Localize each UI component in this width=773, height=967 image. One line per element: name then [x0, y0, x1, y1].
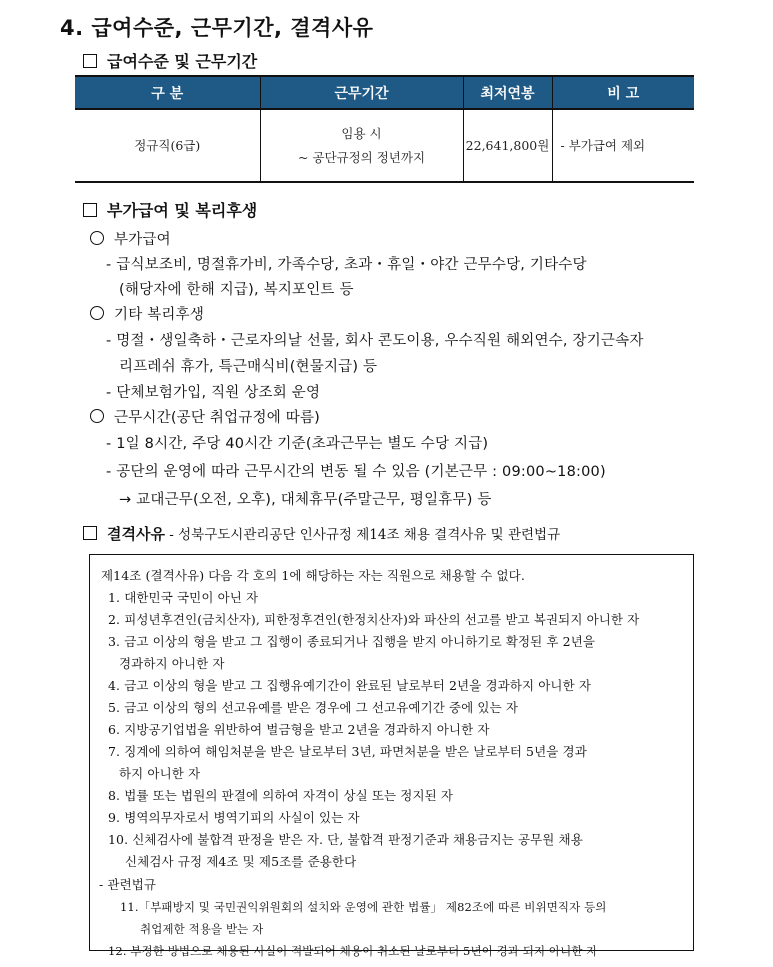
disq-item: 4. 금고 이상의 형을 받고 그 집행유예기간이 완료된 날로부터 2년을 경과하지 아니한 자 [108, 678, 592, 693]
related-label: - 관련법규 [99, 877, 157, 892]
circle-bullet-icon [90, 231, 104, 245]
hours-label [90, 406, 320, 427]
salary-heading-label: 급여수준 및 근무기간 [107, 52, 258, 71]
benefits-heading [83, 198, 257, 221]
benefits-heading-label: 부가급여 및 복리후생 [107, 201, 258, 220]
disq-item: 1. 대한민국 국민이 아닌 자 [108, 590, 259, 605]
hours-line: → 교대근무(오전, 오후), 대체휴무(주말근무, 평일휴무) 등 [119, 492, 492, 508]
checkbox-square-icon [83, 54, 97, 68]
hours-line: - 1일 8시간, 주당 40시간 기준(초과근무는 별도 수당 지급) [106, 436, 489, 452]
disq-item-continued: 경과하지 아니한 자 [119, 656, 225, 671]
circle-bullet-icon [90, 306, 104, 320]
welfare-label [90, 303, 204, 324]
salary-table [75, 75, 694, 183]
salary-table-row [75, 109, 694, 182]
cell-category: 정규직(6급) [75, 109, 260, 182]
hours-line: - 공단의 운영에 따라 근무시간의 변동 될 수 있음 (기본근무 : 09:00~18:00) [106, 464, 606, 480]
circle-bullet-icon [90, 409, 104, 423]
disq-item: 2. 피성년후견인(금치산자), 피한정후견인(한정치산자)와 파산의 선고를 받고 복권되지 아니한 자 [108, 612, 640, 627]
related-item-continued: 취업제한 적용을 받는 자 [140, 922, 264, 936]
extra-pay-line: (해당자에 한해 지급), 복지포인트 등 [119, 282, 354, 298]
disq-item-continued: 하지 아니한 자 [119, 766, 201, 781]
cell-note: - 부가급여 제외 [552, 109, 694, 182]
disqualification-heading [83, 523, 560, 544]
cell-min-salary: 22,641,800원 [463, 109, 552, 182]
disq-item: 6. 지방공기업법을 위반하여 벌금형을 받고 2년을 경과하지 아니한 자 [108, 722, 490, 737]
header-min-salary: 최저연봉 [463, 76, 552, 109]
welfare-line: - 명절・생일축하・근로자의날 선물, 회사 콘도이용, 우수직원 해외연수, 장기근속자 [106, 333, 644, 349]
header-category: 구 분 [75, 76, 260, 109]
salary-table-header-row [75, 76, 694, 109]
disq-item: 10. 신체검사에 불합격 판정을 받은 자. 단, 불합격 판정기준과 채용금지는 공무원 채용 [108, 832, 583, 847]
cell-period-line1: 임용 시 [341, 125, 382, 141]
disq-item: 3. 금고 이상의 형을 받고 그 집행이 종료되거나 집행을 받지 아니하기로 확정된 후 2년을 [108, 634, 596, 649]
welfare-line: 리프레쉬 휴가, 특근매식비(현물지급) 등 [119, 359, 378, 375]
salary-heading [83, 49, 257, 72]
welfare-label-text: 기타 복리후생 [114, 307, 205, 323]
related-item: 12. 부정한 방법으로 채용된 사실이 적발되어 채용이 취소된 날로부터 5년이 경과 되지 아니한 자 [108, 944, 598, 958]
disq-item: 7. 징계에 의하여 해임처분을 받은 날로부터 3년, 파면처분을 받은 날로부터 5년을 경과 [108, 744, 587, 759]
related-item: 11.「부패방지 및 국민권익위원회의 설치와 운영에 관한 법률」 제82조에 따른 비위면직자 등의 [120, 900, 607, 914]
hours-label-text: 근무시간(공단 취업규정에 따름) [114, 410, 321, 426]
extra-pay-line: - 급식보조비, 명절휴가비, 가족수당, 초과・휴일・야간 근무수당, 기타수당 [106, 257, 587, 273]
cell-period-line2: ~ 공단규정의 정년까지 [297, 149, 426, 165]
welfare-line: - 단체보험가입, 직원 상조회 운영 [106, 385, 321, 401]
extra-pay-label [90, 228, 171, 249]
header-note: 비 고 [552, 76, 694, 109]
disq-item-continued: 신체검사 규정 제4조 및 제5조를 준용한다 [125, 854, 357, 869]
checkbox-square-icon [83, 203, 97, 217]
section-title: 4. 급여수준, 근무기간, 결격사유 [60, 16, 374, 40]
header-period: 근무기간 [260, 76, 463, 109]
disq-item: 9. 병역의무자로서 병역기피의 사실이 있는 자 [108, 810, 360, 825]
checkbox-square-icon [83, 526, 97, 540]
disqualification-heading-label: 결격사유 [107, 525, 165, 543]
disqualification-heading-suffix: - 성북구도시관리공단 인사규정 제14조 채용 결격사유 및 관련법규 [164, 527, 561, 543]
cell-period [260, 109, 463, 182]
extra-pay-label-text: 부가급여 [114, 232, 171, 248]
disq-item: 8. 법률 또는 법원의 판결에 의하여 자격이 상실 또는 정지된 자 [108, 788, 454, 803]
disq-intro: 제14조 (결격사유) 다음 각 호의 1에 해당하는 자는 직원으로 채용할 수 없다. [101, 568, 525, 583]
disq-item: 5. 금고 이상의 형의 선고유예를 받은 경우에 그 선고유예기간 중에 있는 자 [108, 700, 519, 715]
